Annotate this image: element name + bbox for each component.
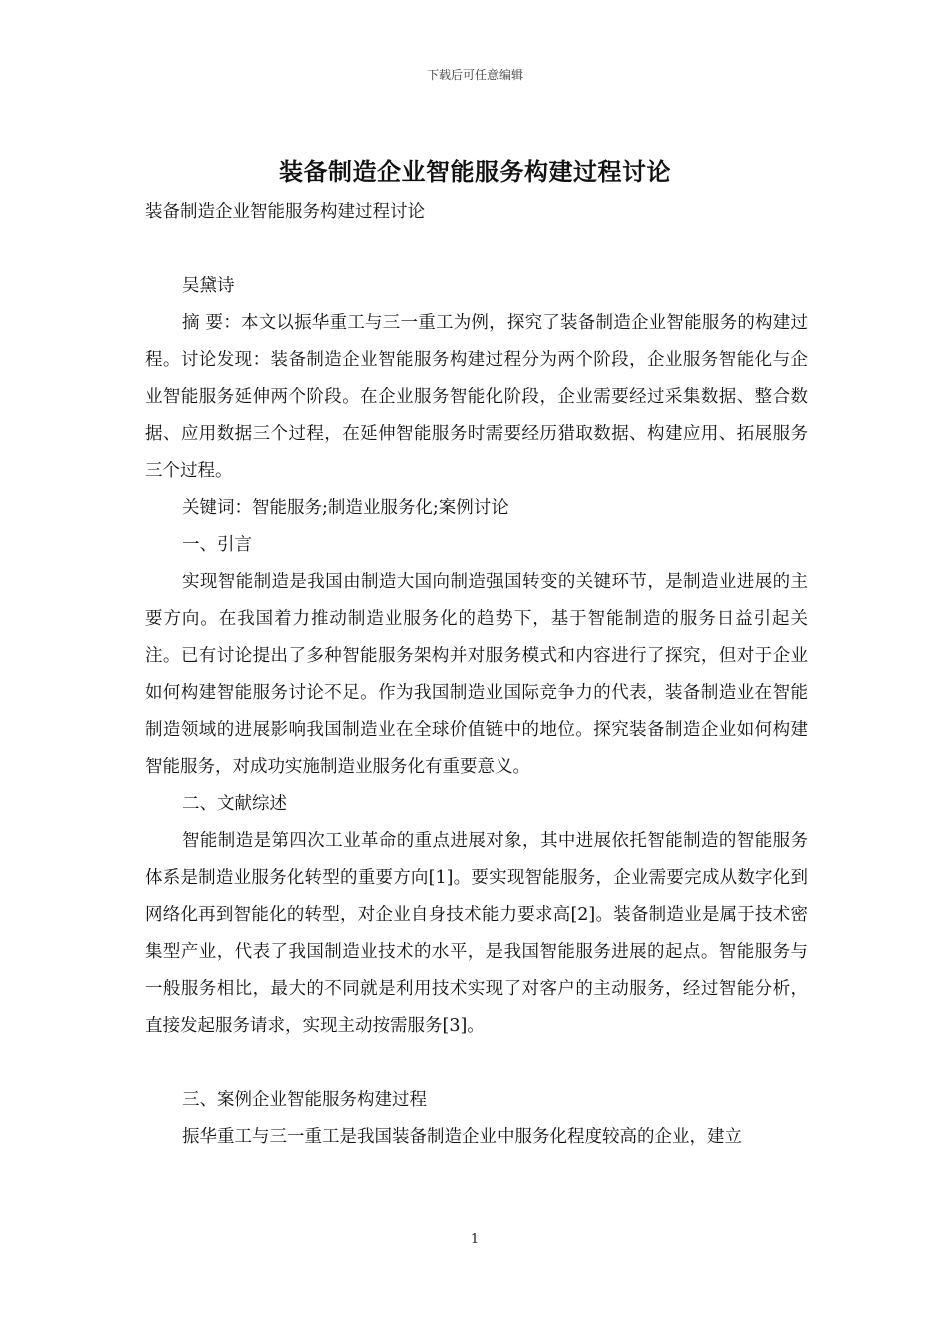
section-paragraph-intro: 实现智能制造是我国由制造大国向制造强国转变的关键环节，是制造业进展的主要方向。在我国着力推动制造业服务化的趋势下，基于智能制造的服务日益引起关注。已有讨论提出了多种智能服务架构并对服务模式和内容进行了探究，但对于企业如何构建智能服务讨论不足。作为我国制造业国际竞争力的代表，装备制造业在智能制造领域的进展影响我国制造业在全球价值链中的地位。探究装备制造企业如何构建智能服务，对成功实施制造业服务化有重要意义。 <box>145 572 808 777</box>
keywords-line: 关键词：智能服务;制造业服务化;案例讨论 <box>182 498 509 518</box>
document-subtitle: 装备制造企业智能服务构建过程讨论 <box>145 202 425 222</box>
section-heading-intro: 一、引言 <box>182 535 252 555</box>
section-paragraph-case: 振华重工与三一重工是我国装备制造企业中服务化程度较高的企业，建立 <box>182 1127 742 1147</box>
blank-line <box>145 231 808 268</box>
section-heading-case: 三、案例企业智能服务构建过程 <box>182 1090 427 1110</box>
section-paragraph-literature: 智能制造是第四次工业革命的重点进展对象，其中进展依托智能制造的智能服务体系是制造业服务化转型的重要方向[1]。要实现智能服务，企业需要完成从数字化到网络化再到智能化的转型，对企业自身技术能力要求高[2]。装备制造业是属于技术密集型产业，代表了我国制造业技术的水平，是我国智能服务进展的起点。智能服务与一般服务相比，最大的不同就是利用技术实现了对客户的主动服务，经过智能分析，直接发起服务请求，实现主动按需服务[3]。 <box>145 831 808 1036</box>
abstract-paragraph: 摘 要：本文以振华重工与三一重工为例，探究了装备制造企业智能服务的构建过程。讨论发现：装备制造企业智能服务构建过程分为两个阶段，企业服务智能化与企业智能服务延伸两个阶段。在企业服务智能化阶段，企业需要经过采集数据、整合数据、应用数据三个过程，在延伸智能服务时需要经历猎取数据、构建应用、拓展服务三个过程。 <box>145 313 808 481</box>
document-body <box>145 194 808 1156</box>
author-name: 吴黛诗 <box>182 276 235 296</box>
blank-line <box>145 1045 808 1082</box>
page-number: 1 <box>470 1232 480 1247</box>
section-heading-literature: 二、文献综述 <box>182 794 287 814</box>
document-title: 装备制造企业智能服务构建过程讨论 <box>279 157 671 186</box>
header-note: 下载后可任意编辑 <box>426 68 523 82</box>
